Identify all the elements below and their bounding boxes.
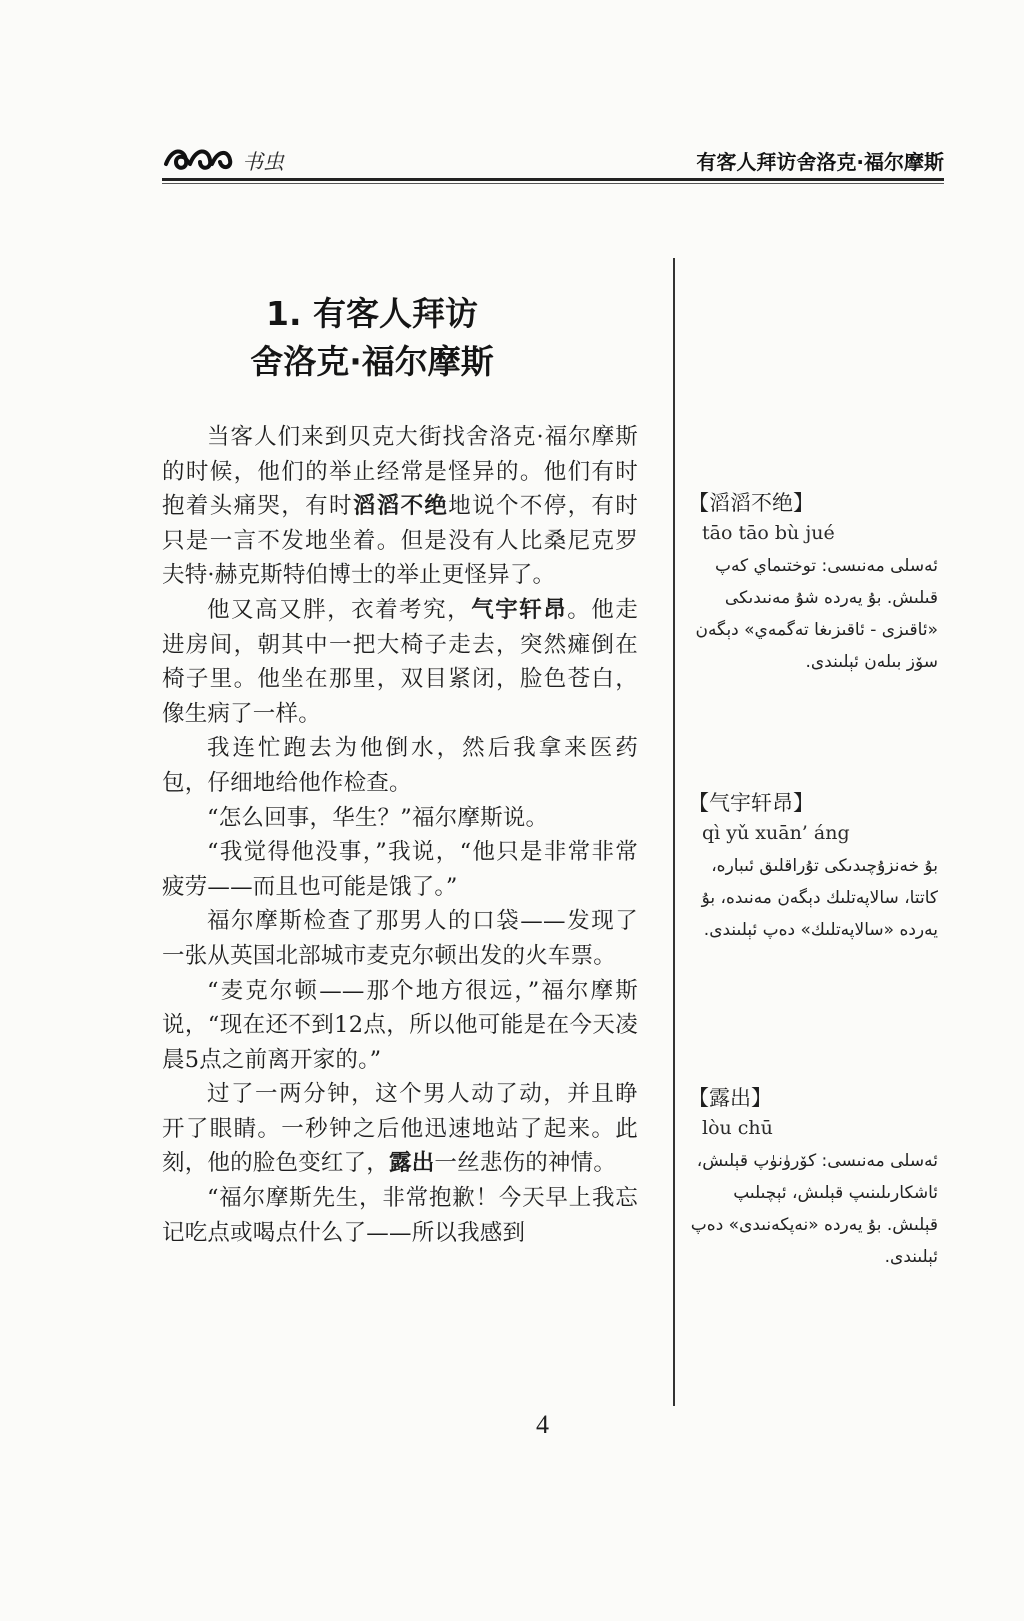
bookworm-logo-icon <box>162 144 236 174</box>
paragraph: “福尔摩斯先生，非常抱歉！今天早上我忘记吃点或喝点什么了——所以我感到 <box>162 1185 638 1246</box>
glossary-definition: بۇ خەنزۇچىدىكى تۇراقلىق ئىبارە، كاتتا، سالاپەتلىك دېگەن مەنىدە، بۇ يەردە «سالاپەتلىك» دەپ ئېلىندى. <box>701 856 938 940</box>
glossary-entry <box>688 488 938 678</box>
main-text <box>162 420 638 1250</box>
glossary-definition: ئەسلى مەنىسى: توختىماي كەپ قىلىش. بۇ يەردە شۇ مەنىدىكى «ئاقىزى - ئاقىزىغا تەگمەي» دېگەن سۆز بىلەن ئېلىندى. <box>695 556 938 672</box>
glossary-term: 【滔滔不绝】 <box>688 491 814 515</box>
paragraph: 福尔摩斯检查了那男人的口袋——发现了一张从英国北部城市麦克尔顿出发的火车票。 <box>162 908 638 969</box>
page-header <box>162 138 944 182</box>
keyword: 气宇轩昂 <box>471 596 568 623</box>
paragraph: “我觉得他没事，”我说，“他只是非常非常疲劳——而且也可能是饿了。” <box>162 839 638 900</box>
paragraph: 过了一两分钟，这个男人动了动，并且睁开了眼睛。一秒钟之后他迅速地站了起来。此刻，他的脸色变红了，露出一丝悲伤的神情。 <box>162 1081 638 1177</box>
running-title: 有客人拜访舍洛克·福尔摩斯 <box>696 150 944 174</box>
glossary-pinyin: tāo tāo bù jué <box>702 522 835 544</box>
series-name: 书虫 <box>242 150 284 174</box>
header-rule-thin <box>162 183 944 184</box>
glossary-entry <box>688 788 938 946</box>
paragraph: 当客人们来到贝克大街找舍洛克·福尔摩斯的时候，他们的举止经常是怪异的。他们有时抱着头痛哭，有时滔滔不绝地说个不停，有时只是一言不发地坐着。但是没有人比桑尼克罗夫特·赫克斯特伯博士的举止更怪异了。 <box>162 424 638 589</box>
chapter-title-line-1: 1. 有客人拜访 <box>266 294 478 333</box>
chapter-title <box>162 290 582 386</box>
glossary-term: 【露出】 <box>688 1086 772 1110</box>
chapter-title-line-2: 舍洛克·福尔摩斯 <box>250 342 494 381</box>
page-number: 4 <box>536 1410 549 1439</box>
paragraph: 我连忙跑去为他倒水，然后我拿来医药包，仔细地给他作检查。 <box>162 735 638 796</box>
glossary-term: 【气宇轩昂】 <box>688 791 814 815</box>
keyword: 滔滔不绝 <box>352 493 449 520</box>
glossary-pinyin: lòu chū <box>702 1117 773 1139</box>
paragraph: “怎么回事，华生？”福尔摩斯说。 <box>207 804 549 831</box>
column-divider <box>673 258 675 1406</box>
paragraph: 他又高又胖，衣着考究，气宇轩昂。他走进房间，朝其中一把大椅子走去，突然瘫倒在椅子里。他坐在那里，双目紧闭，脸色苍白，像生病了一样。 <box>162 596 638 727</box>
paragraph: “麦克尔顿——那个地方很远，”福尔摩斯说，“现在还不到12点，所以他可能是在今天凌晨5点之前离开家的。” <box>162 977 638 1073</box>
glossary-pinyin: qì yǔ xuān’ áng <box>702 822 850 844</box>
glossary-entry <box>688 1083 938 1273</box>
header-rule <box>162 178 944 181</box>
glossary-definition: ئەسلى مەنىسى: كۆرۈنۈپ قېلىش، ئاشكارىلىنىپ قېلىش، ئېچىلىپ قېلىش. بۇ يەردە «نەپكەنىدى» دەپ ئېلىندى. <box>690 1151 938 1267</box>
keyword: 露出 <box>389 1150 435 1177</box>
